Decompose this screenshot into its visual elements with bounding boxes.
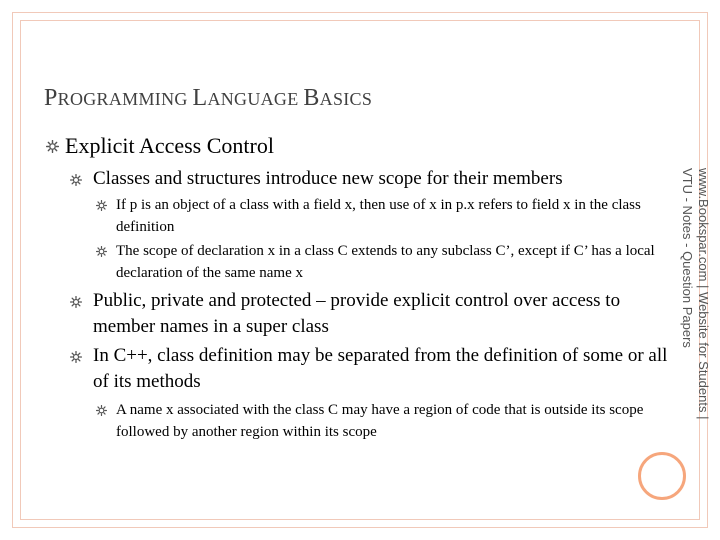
sun-bullet-icon bbox=[70, 296, 93, 308]
sun-bullet-icon bbox=[46, 140, 65, 153]
bullet-scope-declaration bbox=[96, 240, 676, 284]
watermark-line-2: VTU - Notes - Question Papers bbox=[680, 168, 695, 348]
sun-bullet-icon bbox=[96, 405, 116, 416]
bullet-text: The scope of declaration x in a class C extends to any subclass C’, except if C’ has a local declaration of the same name x bbox=[116, 243, 655, 281]
decorative-circle bbox=[638, 452, 686, 500]
slide-title: PROGRAMMING LANGUAGE BASICS bbox=[44, 85, 373, 111]
bullet-text: A name x associated with the class C may have a region of code that is outside its scope followed by another region within its scope bbox=[116, 402, 644, 440]
bullet-explicit-access-control bbox=[46, 133, 274, 159]
bullet-text: Classes and structures introduce new scope for their members bbox=[93, 168, 563, 189]
bullet-object-field bbox=[96, 194, 676, 238]
sun-bullet-icon bbox=[70, 174, 93, 186]
watermark-line-1: www.Bookspar.com | Website for Students | bbox=[696, 168, 711, 420]
bullet-public-private-protected bbox=[70, 288, 675, 340]
bullet-text: Public, private and protected – provide explicit control over access to member names in a super class bbox=[93, 290, 621, 337]
vertical-watermark bbox=[663, 168, 711, 432]
sun-bullet-icon bbox=[96, 246, 116, 257]
bullet-text: If p is an object of a class with a field x, then use of x in p.x refers to field x in the class definition bbox=[116, 197, 641, 235]
bullet-name-region bbox=[96, 399, 676, 443]
sun-bullet-icon bbox=[70, 351, 93, 363]
bullet-cpp-class-definition bbox=[70, 343, 675, 395]
bullet-text: In C++, class definition may be separated from the definition of some or all of its methods bbox=[93, 345, 668, 392]
sun-bullet-icon bbox=[96, 200, 116, 211]
bullet-classes-structures bbox=[70, 166, 675, 192]
bullet-text: Explicit Access Control bbox=[65, 133, 274, 158]
